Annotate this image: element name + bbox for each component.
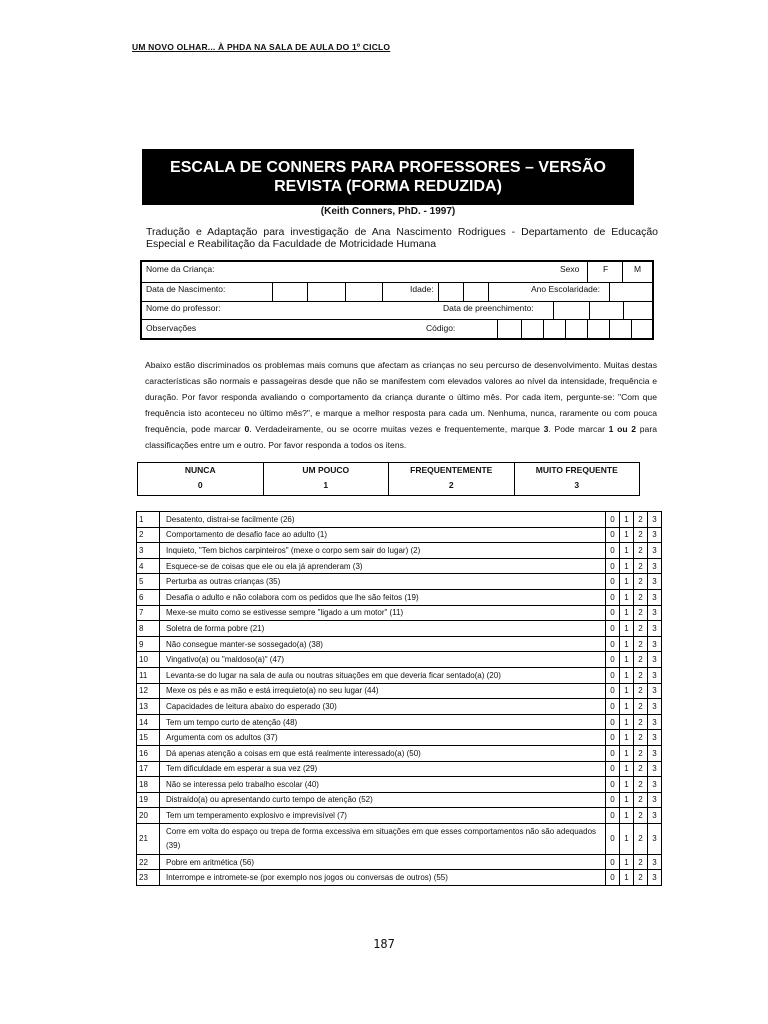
item-number: 22 <box>137 854 160 870</box>
scale-a-little <box>264 463 390 495</box>
scale-label: UM POUCO <box>302 465 350 475</box>
table-row <box>137 574 662 590</box>
scale-label: FREQUENTEMENTE <box>410 465 493 475</box>
rating-option-0[interactable]: 0 <box>606 683 620 699</box>
table-row <box>137 683 662 699</box>
rating-option-2[interactable]: 2 <box>634 543 648 559</box>
scale-value: 2 <box>448 480 454 490</box>
rating-option-2[interactable]: 2 <box>634 699 648 715</box>
table-row <box>137 730 662 746</box>
rating-option-2[interactable]: 2 <box>634 870 648 886</box>
rating-option-3[interactable]: 3 <box>648 512 662 528</box>
instructions-text-3: . Pode marcar <box>548 424 609 434</box>
item-number: 2 <box>137 527 160 543</box>
rating-option-2[interactable]: 2 <box>634 761 648 777</box>
translation-note: Tradução e Adaptação para investigação de Ana Nascimento Rodrigues - Departamento de Educação Especial e Reabilitação da Faculdade de Motricidade Humana <box>146 226 658 250</box>
rating-option-2[interactable]: 2 <box>634 667 648 683</box>
form-row-observations <box>142 319 652 340</box>
table-row <box>137 527 662 543</box>
table-row <box>137 652 662 668</box>
instructions-bold-0: 0 <box>244 424 250 434</box>
rating-option-1[interactable]: 1 <box>620 777 634 793</box>
rating-option-1[interactable]: 1 <box>620 621 634 637</box>
rating-option-0[interactable]: 0 <box>606 558 620 574</box>
item-number: 11 <box>137 667 160 683</box>
scale-label: NUNCA <box>184 465 216 475</box>
table-row <box>137 699 662 715</box>
table-row <box>137 777 662 793</box>
teacher-name-label: Nome do professor: <box>146 303 221 313</box>
page-number: 187 <box>373 937 395 951</box>
scale-never <box>138 463 264 495</box>
rating-option-1[interactable]: 1 <box>620 558 634 574</box>
sex-f-label: F <box>603 264 609 274</box>
rating-option-0[interactable]: 0 <box>606 652 620 668</box>
rating-option-1[interactable]: 1 <box>620 699 634 715</box>
instructions-bold-3: 3 <box>543 424 549 434</box>
item-text: Interrompe e intromete-se (por exemplo nos jogos ou conversas de outros) (55) <box>160 870 606 886</box>
item-text: Comportamento de desafio face ao adulto (1) <box>160 527 606 543</box>
rating-option-1[interactable]: 1 <box>620 527 634 543</box>
rating-option-0[interactable]: 0 <box>606 854 620 870</box>
fill-date-label: Data de preenchimento: <box>443 303 534 313</box>
rating-option-1[interactable]: 1 <box>620 636 634 652</box>
rating-option-1[interactable]: 1 <box>620 745 634 761</box>
item-number: 14 <box>137 714 160 730</box>
rating-option-0[interactable]: 0 <box>606 761 620 777</box>
code-label: Código: <box>426 323 456 333</box>
rating-option-0[interactable]: 0 <box>606 730 620 746</box>
rating-option-3[interactable]: 3 <box>648 730 662 746</box>
observations-label: Observações <box>146 323 197 333</box>
rating-option-0[interactable]: 0 <box>606 808 620 824</box>
item-text: Capacidades de leitura abaixo do esperado (30) <box>160 699 606 715</box>
item-number: 7 <box>137 605 160 621</box>
rating-option-3[interactable]: 3 <box>648 854 662 870</box>
rating-option-2[interactable]: 2 <box>634 792 648 808</box>
instructions-paragraph <box>145 357 657 453</box>
item-text: Desafia o adulto e não colabora com os pedidos que lhe são feitos (19) <box>160 589 606 605</box>
table-row <box>137 667 662 683</box>
rating-option-3[interactable]: 3 <box>648 667 662 683</box>
table-row <box>137 714 662 730</box>
table-row <box>137 589 662 605</box>
form-row-name <box>142 262 652 283</box>
item-number: 8 <box>137 621 160 637</box>
table-row <box>137 543 662 559</box>
rating-option-1[interactable]: 1 <box>620 512 634 528</box>
item-number: 1 <box>137 512 160 528</box>
rating-option-2[interactable]: 2 <box>634 808 648 824</box>
rating-option-3[interactable]: 3 <box>648 808 662 824</box>
item-text: Desatento, distrai-se facilmente (26) <box>160 512 606 528</box>
rating-option-2[interactable]: 2 <box>634 652 648 668</box>
rating-option-1[interactable]: 1 <box>620 854 634 870</box>
item-number: 21 <box>137 823 160 854</box>
rating-option-1[interactable]: 1 <box>620 870 634 886</box>
rating-option-3[interactable]: 3 <box>648 699 662 715</box>
item-number: 18 <box>137 777 160 793</box>
rating-option-1[interactable]: 1 <box>620 683 634 699</box>
birth-date-label: Data de Nascimento: <box>146 284 226 294</box>
rating-option-2[interactable]: 2 <box>634 574 648 590</box>
instructions-text-4: para classificações entre um e outro. Por favor responda a todos os itens. <box>145 424 657 450</box>
item-text: Mexe-se muito como se estivesse sempre "ligado a um motor" (11) <box>160 605 606 621</box>
author-subtitle: (Keith Conners, PhD. - 1997) <box>320 206 456 217</box>
item-text: Vingativo(a) ou "maldoso(a)" (47) <box>160 652 606 668</box>
item-number: 4 <box>137 558 160 574</box>
item-number: 6 <box>137 589 160 605</box>
rating-option-3[interactable]: 3 <box>648 543 662 559</box>
rating-option-1[interactable]: 1 <box>620 574 634 590</box>
rating-option-1[interactable]: 1 <box>620 589 634 605</box>
rating-option-3[interactable]: 3 <box>648 558 662 574</box>
rating-option-2[interactable]: 2 <box>634 714 648 730</box>
table-row <box>137 745 662 761</box>
table-row <box>137 792 662 808</box>
rating-option-1[interactable]: 1 <box>620 543 634 559</box>
form-row-birth <box>142 282 652 302</box>
rating-option-1[interactable]: 1 <box>620 652 634 668</box>
table-row <box>137 621 662 637</box>
item-text: Tem um temperamento explosivo e imprevisível (7) <box>160 808 606 824</box>
form-row-teacher <box>142 301 652 320</box>
rating-option-3[interactable]: 3 <box>648 683 662 699</box>
instructions-text-1: Abaixo estão discriminados os problemas mais comuns que afectam as crianças no seu percurso de desenvolvimento. Muitas destas características são normais e passageiras desde que não se manifestem com elevados valores ao nível da intensidade, frequência e duração. Por favor responda avaliando o comportamento da criança durante o último mês. Por cada item, pergunte-se: "Com que frequência isto aconteceu no último mês?", e marque a melhor resposta para cada um. Nenhuma, nunca, raramente ou com pouca frequência, pode marcar <box>145 360 657 434</box>
rating-scale-legend <box>137 462 640 496</box>
rating-option-0[interactable]: 0 <box>606 574 620 590</box>
table-row <box>137 636 662 652</box>
item-number: 16 <box>137 745 160 761</box>
item-text: Mexe os pés e as mão e está irrequieto(a) no seu lugar (44) <box>160 683 606 699</box>
sex-m-label: M <box>634 264 642 274</box>
rating-option-2[interactable]: 2 <box>634 730 648 746</box>
table-row <box>137 761 662 777</box>
scale-frequently <box>389 463 515 495</box>
rating-option-3[interactable]: 3 <box>648 761 662 777</box>
table-row <box>137 823 662 854</box>
rating-option-0[interactable]: 0 <box>606 792 620 808</box>
rating-option-3[interactable]: 3 <box>648 745 662 761</box>
rating-option-1[interactable]: 1 <box>620 823 634 854</box>
rating-option-1[interactable]: 1 <box>620 605 634 621</box>
scale-title <box>142 149 634 205</box>
rating-option-1[interactable]: 1 <box>620 730 634 746</box>
rating-option-3[interactable]: 3 <box>648 870 662 886</box>
child-name-label: Nome da Criança: <box>146 264 215 274</box>
table-row <box>137 870 662 886</box>
rating-option-2[interactable]: 2 <box>634 589 648 605</box>
rating-option-2[interactable]: 2 <box>634 636 648 652</box>
item-number: 9 <box>137 636 160 652</box>
rating-option-0[interactable]: 0 <box>606 667 620 683</box>
item-number: 15 <box>137 730 160 746</box>
rating-option-0[interactable]: 0 <box>606 714 620 730</box>
rating-option-0[interactable]: 0 <box>606 777 620 793</box>
rating-option-2[interactable]: 2 <box>634 621 648 637</box>
rating-option-0[interactable]: 0 <box>606 823 620 854</box>
rating-option-3[interactable]: 3 <box>648 792 662 808</box>
rating-option-2[interactable]: 2 <box>634 527 648 543</box>
item-text: Soletra de forma pobre (21) <box>160 621 606 637</box>
item-text: Levanta-se do lugar na sala de aula ou noutras situações em que deveria ficar sentado(a) (20) <box>160 667 606 683</box>
table-row <box>137 854 662 870</box>
scale-value: 1 <box>323 480 329 490</box>
rating-option-2[interactable]: 2 <box>634 605 648 621</box>
rating-option-2[interactable]: 2 <box>634 777 648 793</box>
item-number: 20 <box>137 808 160 824</box>
scale-label: MUITO FREQUENTE <box>535 465 618 475</box>
rating-option-3[interactable]: 3 <box>648 652 662 668</box>
rating-option-2[interactable]: 2 <box>634 823 648 854</box>
item-number: 17 <box>137 761 160 777</box>
item-number: 19 <box>137 792 160 808</box>
item-number: 5 <box>137 574 160 590</box>
rating-option-1[interactable]: 1 <box>620 667 634 683</box>
age-label: Idade: <box>410 284 434 294</box>
rating-option-1[interactable]: 1 <box>620 808 634 824</box>
rating-option-1[interactable]: 1 <box>620 714 634 730</box>
rating-option-3[interactable]: 3 <box>648 589 662 605</box>
item-text: Esquece-se de coisas que ele ou ela já aprenderam (3) <box>160 558 606 574</box>
item-text: Corre em volta do espaço ou trepa de forma excessiva em situações em que esses comportamentos não são adequados (39) <box>160 823 606 854</box>
scale-very-frequently <box>515 463 640 495</box>
item-number: 13 <box>137 699 160 715</box>
table-row <box>137 605 662 621</box>
identification-form <box>140 260 654 340</box>
rating-option-3[interactable]: 3 <box>648 527 662 543</box>
instructions-bold-1-or-2: 1 ou 2 <box>608 424 637 434</box>
rating-option-0[interactable]: 0 <box>606 621 620 637</box>
table-row <box>137 512 662 528</box>
item-text: Tem dificuldade em esperar a sua vez (29) <box>160 761 606 777</box>
item-text: Distraído(a) ou apresentando curto tempo de atenção (52) <box>160 792 606 808</box>
rating-option-1[interactable]: 1 <box>620 761 634 777</box>
scale-title-line-2: REVISTA (FORMA REDUZIDA) <box>274 178 502 195</box>
rating-option-3[interactable]: 3 <box>648 636 662 652</box>
rating-option-2[interactable]: 2 <box>634 683 648 699</box>
item-number: 3 <box>137 543 160 559</box>
rating-option-2[interactable]: 2 <box>634 854 648 870</box>
items-table <box>136 511 662 886</box>
rating-option-3[interactable]: 3 <box>648 605 662 621</box>
rating-option-3[interactable]: 3 <box>648 777 662 793</box>
rating-option-0[interactable]: 0 <box>606 870 620 886</box>
table-row <box>137 558 662 574</box>
instructions-text-2: . Verdadeiramente, ou se ocorre muitas vezes e frequentemente, marque <box>249 424 544 434</box>
item-text: Tem um tempo curto de atenção (48) <box>160 714 606 730</box>
scale-value: 0 <box>197 480 203 490</box>
item-number: 10 <box>137 652 160 668</box>
school-year-label: Ano Escolaridade: <box>531 284 600 294</box>
rating-option-0[interactable]: 0 <box>606 589 620 605</box>
item-text: Não se interessa pelo trabalho escolar (40) <box>160 777 606 793</box>
rating-option-1[interactable]: 1 <box>620 792 634 808</box>
item-number: 12 <box>137 683 160 699</box>
rating-option-3[interactable]: 3 <box>648 621 662 637</box>
rating-option-0[interactable]: 0 <box>606 543 620 559</box>
rating-option-2[interactable]: 2 <box>634 558 648 574</box>
rating-option-0[interactable]: 0 <box>606 636 620 652</box>
rating-option-2[interactable]: 2 <box>634 745 648 761</box>
rating-option-0[interactable]: 0 <box>606 745 620 761</box>
rating-option-0[interactable]: 0 <box>606 512 620 528</box>
table-row <box>137 808 662 824</box>
rating-option-3[interactable]: 3 <box>648 823 662 854</box>
item-text: Argumenta com os adultos (37) <box>160 730 606 746</box>
item-number: 23 <box>137 870 160 886</box>
scale-value: 3 <box>574 480 580 490</box>
running-head: UM NOVO OLHAR... À PHDA NA SALA DE AULA DO 1º CICLO <box>132 42 391 52</box>
item-text: Pobre em aritmética (56) <box>160 854 606 870</box>
rating-option-0[interactable]: 0 <box>606 527 620 543</box>
item-text: Não consegue manter-se sossegado(a) (38) <box>160 636 606 652</box>
item-text: Perturba as outras crianças (35) <box>160 574 606 590</box>
item-text: Dá apenas atenção a coisas em que está realmente interessado(a) (50) <box>160 745 606 761</box>
rating-option-0[interactable]: 0 <box>606 605 620 621</box>
rating-option-3[interactable]: 3 <box>648 574 662 590</box>
item-text: Inquieto, "Tem bichos carpinteiros" (mexe o corpo sem sair do lugar) (2) <box>160 543 606 559</box>
rating-option-0[interactable]: 0 <box>606 699 620 715</box>
rating-option-2[interactable]: 2 <box>634 512 648 528</box>
sex-label: Sexo <box>560 264 580 274</box>
scale-title-line-1: ESCALA DE CONNERS PARA PROFESSORES – VERSÃO <box>170 159 606 176</box>
rating-option-3[interactable]: 3 <box>648 714 662 730</box>
